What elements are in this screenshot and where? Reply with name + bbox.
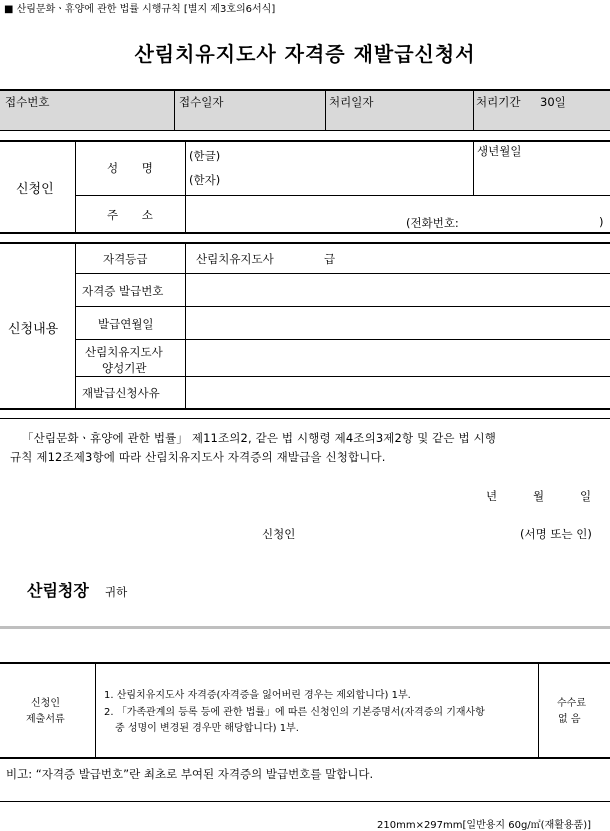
name-korean-field[interactable]: (한글) (189, 149, 221, 163)
grade-suffix: 급 (324, 252, 336, 266)
phone-label: (전화번호: (406, 216, 459, 230)
fee-value: 없 음 (558, 714, 581, 725)
date-year: 년 (486, 489, 498, 503)
issue-date-field[interactable] (189, 309, 605, 337)
signature-label: 신청인 (262, 527, 296, 541)
institution-label-line2: 양성기관 (102, 361, 147, 375)
fee-label: 수수료 (557, 698, 586, 709)
paper-spec-footer: 210mm×297mm[일반용지 60g/㎡(재활용품)] (377, 820, 592, 831)
reason-label: 재발급신청사유 (82, 386, 160, 400)
applicant-section-label: 신청인 (16, 182, 54, 197)
documents-label-line1: 신청인 (31, 698, 60, 709)
date-day: 일 (580, 489, 592, 503)
grade-label: 자격등급 (103, 252, 148, 266)
date-month: 월 (533, 489, 545, 503)
grade-value: 산림치유지도사 (196, 252, 274, 266)
process-period-label: 처리기간 (476, 95, 521, 109)
receipt-number-label: 접수번호 (5, 95, 50, 109)
institution-field[interactable] (189, 342, 605, 374)
birth-date-field[interactable]: 생년월일 (477, 144, 522, 158)
form-reference-note: ■ 산림문화ㆍ휴양에 관한 법률 시행규칙 [별지 제3호의6서식] (4, 4, 276, 15)
process-period-value: 30일 (540, 95, 566, 109)
cert-number-label: 자격증 발급번호 (82, 284, 164, 298)
address-label: 주 소 (107, 208, 153, 222)
recipient-suffix: 귀하 (105, 585, 128, 599)
page-title: 산림치유지도사 자격증 재발급신청서 (134, 42, 476, 66)
receipt-date-label: 접수일자 (179, 95, 224, 109)
name-hanja-field[interactable]: (한자) (189, 173, 221, 187)
document-item-2-cont: 중 성명이 변경된 경우만 해당합니다) 1부. (115, 723, 299, 734)
phone-close: ) (599, 215, 604, 229)
process-date-label: 처리일자 (329, 95, 374, 109)
institution-label-line1: 산림치유지도사 (85, 345, 163, 359)
document-item-2: 2. 「가족관계의 등록 등에 관한 법률」에 따른 신청인의 기본증명서(자격증의 기재사항 (104, 707, 485, 718)
recipient-name: 산림청장 (27, 581, 89, 600)
signature-note: (서명 또는 인) (520, 527, 592, 541)
issue-date-label: 발급연월일 (98, 317, 154, 331)
statement-line-2: 규칙 제12조제3항에 따라 산림치유지도사 자격증의 재발급을 신청합니다. (10, 450, 386, 464)
request-section-label: 신청내용 (8, 322, 59, 337)
cert-number-field[interactable] (189, 276, 605, 304)
statement-line-1: 「산림문화ㆍ휴양에 관한 법률」 제11조의2, 같은 법 시행령 제4조의3제2항 및 같은 법 시행 (22, 431, 497, 445)
reason-field[interactable] (189, 379, 605, 406)
remark-note: 비고: “자격증 발급번호”란 최초로 부여된 자격증의 발급번호를 말합니다. (6, 767, 374, 781)
document-item-1: 1. 산림치유지도사 자격증(자격증을 잃어버린 경우는 제외합니다) 1부. (104, 690, 411, 701)
name-label: 성 명 (107, 161, 153, 175)
address-field[interactable] (189, 198, 605, 230)
documents-label-line2: 제출서류 (26, 714, 65, 725)
